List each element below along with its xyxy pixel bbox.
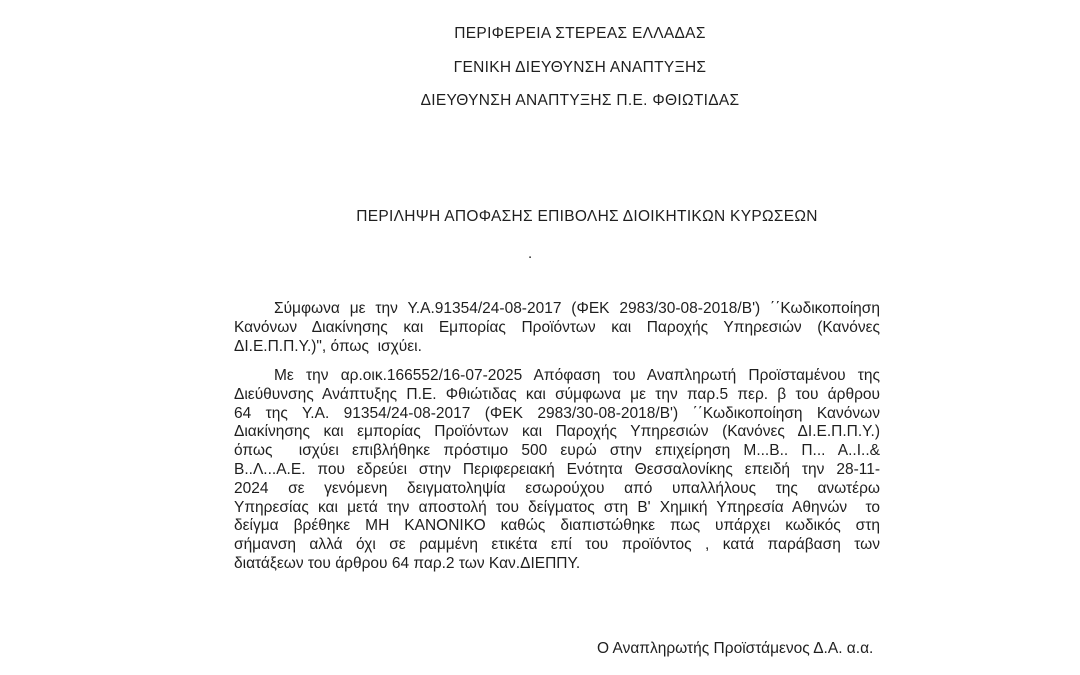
text-line: δείγμα βρέθηκε ΜΗ ΚΑΝΟΝΙΚΟ καθώς διαπιστώθηκε πως υπάρχει κωδικός στη bbox=[234, 517, 880, 535]
text-line: όπως ισχύει επιβλήθηκε πρόστιμο 500 ευρώ στην επιχείρηση Μ...Β.. Π... Α..Ι..& bbox=[234, 442, 880, 460]
text-line: διατάξεων του άρθρου 64 παρ.2 των Καν.ΔΙΕΠΠΥ. bbox=[234, 554, 581, 572]
text-line: 2024 σε γενόμενη δειγματοληψία εσωρούχου από υπαλλήλους της ανωτέρω bbox=[234, 479, 880, 497]
text-line: Κανόνων Διακίνησης και Εμπορίας Προϊόντων και Παροχής Υπηρεσιών (Κανόνες bbox=[234, 318, 880, 336]
text-line: 64 της Υ.Α. 91354/24-08-2017 (ΦΕΚ 2983/30-08-2018/Β') ΄΄Κωδικοποίηση Κανόνων bbox=[234, 404, 880, 422]
paragraph-legal-basis bbox=[234, 300, 880, 356]
paragraph-decision-summary bbox=[234, 367, 880, 574]
separator-dot: . bbox=[528, 245, 533, 262]
text-line: Β..Λ...Α.Ε. που εδρεύει στην Περιφερειακή Ενότητα Θεσσαλονίκης επειδή την 28-11- bbox=[234, 460, 880, 478]
text-line: Διακίνησης και εμπορίας Προϊόντων και Παροχής Υπηρεσιών (Κανόνες ΔΙ.Ε.Π.Π.Υ.) bbox=[234, 423, 880, 441]
letterhead-region: ΠΕΡΙΦΕΡΕΙΑ ΣΤΕΡΕΑΣ ΕΛΛΑΔΑΣ bbox=[454, 25, 706, 42]
letterhead-directorate: ΔΙΕΥΘΥΝΣΗ ΑΝΑΠΤΥΞΗΣ Π.Ε. ΦΘΙΩΤΙΔΑΣ bbox=[420, 92, 740, 109]
letterhead-directorate-general: ΓΕΝΙΚΗ ΔΙΕΥΘΥΝΣΗ ΑΝΑΠΤΥΞΗΣ bbox=[453, 58, 707, 76]
text-line: Υπηρεσίας και μετά την αποστολή του δείγματος στη Β' Χημική Υπηρεσία Αθηνών το bbox=[234, 498, 880, 516]
text-line: Σύμφωνα με την Υ.Α.91354/24-08-2017 (ΦΕΚ 2983/30-08-2018/Β') ΄΄Κωδικοποίηση bbox=[274, 300, 880, 317]
text-line: Με την αρ.οικ.166552/16-07-2025 Απόφαση του Αναπληρωτή Προϊσταμένου της bbox=[274, 367, 880, 384]
text-line: ΔΙ.Ε.Π.Π.Υ.)", όπως ισχύει. bbox=[234, 337, 422, 355]
document-title: ΠΕΡΙΛΗΨΗ ΑΠΟΦΑΣΗΣ ΕΠΙΒΟΛΗΣ ΔΙΟΙΚΗΤΙΚΩΝ ΚΥΡΩΣΕΩΝ bbox=[356, 208, 818, 225]
letterhead bbox=[80, 17, 1080, 118]
text-line: σήμανση αλλά όχι σε ραμμένη ετικέτα επί του προϊόντος , κατά παράβαση των bbox=[234, 536, 880, 554]
signature-line: Ο Αναπληρωτής Προϊστάμενος Δ.Α. α.α. bbox=[597, 640, 874, 657]
text-line: Διεύθυνσης Ανάπτυξης Π.Ε. Φθιώτιδας και σύμφωνα με την παρ.5 περ. β του άρθρου bbox=[234, 385, 880, 403]
